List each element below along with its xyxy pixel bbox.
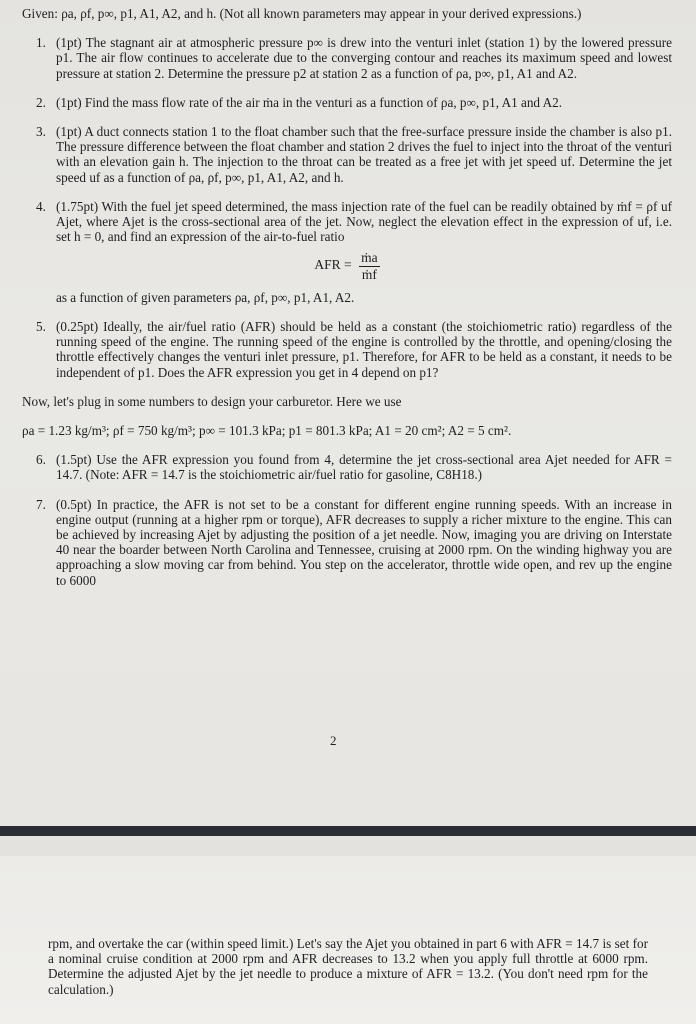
question-text: (0.5pt) In practice, the AFR is not set to be a constant for different engine running speeds. With an increase in engine output (running at a higher rpm or torque), AFR decreases to supply a richer mixture to the engine. This can be achieved by increasing Ajet by adjusting the position of a jet needle. Now, imaging you are driving on Interstate 40 near the boarder between North Carolina and Tennessee, cruising at 2000 rpm. On the winding highway you are approaching a slow moving car from behind. You step on the accelerator, throttle wide open, and rev up the engine to 6000: [56, 496, 672, 588]
continuation-text: rpm, and overtake the car (within speed limit.) Let's say the Ajet you obtained in part 6 with AFR = 14.7 is set for a nominal cruise condition at 2000 rpm and AFR decreases to 13.2 when you apply full throttle at 6000 rpm. Determine the adjusted Ajet by the jet needle to produce a mixture of AFR = 13.2. (You don't need rpm for the calculation.): [48, 936, 648, 997]
afr-numerator: ṁa: [361, 250, 378, 266]
question-4: [22, 199, 672, 245]
question-6: [22, 452, 672, 482]
afr-denominator: ṁf: [361, 266, 377, 282]
afr-fraction: [359, 250, 380, 281]
question-text: (1pt) The stagnant air at atmospheric pressure p∞ is drew into the venturi inlet (station 1) by the lowered pressure p1. The air flow continues to accelerate due to the converging contour and reaches its maximum speed and lowest pressure at station 2. Determine the pressure p2 at station 2 as a function of ρa, p∞, p1, A1 and A2.: [56, 35, 672, 81]
given-line: Given: ρa, ρf, p∞, p1, A1, A2, and h. (Not all known parameters may appear in your derived expressions.): [22, 6, 582, 21]
question-number: 7.: [36, 496, 46, 512]
page-gap: [0, 836, 696, 856]
question-1: [22, 35, 672, 81]
question-number: 1.: [36, 35, 46, 51]
question-3: [22, 124, 672, 185]
main-content: [22, 6, 672, 602]
given-values: ρa = 1.23 kg/m³; ρf = 750 kg/m³; p∞ = 101.3 kPa; p1 = 801.3 kPa; A1 = 20 cm²; A2 = 5 cm².: [22, 423, 512, 439]
question-2: [22, 95, 672, 110]
question-text: (1.75pt) With the fuel jet speed determined, the mass injection rate of the fuel can be readily obtained by ṁf = ρf uf Ajet, where Ajet is the cross-sectional area of the jet. Now, neglect the elevation effect in the expression of uf, i.e. set h = 0, and find an expression of the air-to-fuel ratio: [56, 198, 672, 245]
question-number: 5.: [36, 319, 46, 335]
question-text: (0.25pt) Ideally, the air/fuel ratio (AFR) should be held as a constant (the stoichiometric ratio) regardless of the running speed of the engine. The running speed of the engine is controlled by the throttle, and opening/closing the throttle effectively changes the venturi inlet pressure, p1. Therefore, for AFR to be held as a constant, it needs to be independent of p1. Does the AFR expression you get in 4 depend on p1?: [56, 319, 672, 380]
question-7: [22, 497, 672, 588]
afr-equation-lhs: AFR =: [314, 257, 352, 273]
question-text: (1.5pt) Use the AFR expression you found from 4, determine the jet cross-sectional area Ajet needed for AFR = 14.7. (Note: AFR = 14.7 is the stoichiometric air/fuel ratio for gasoline, C8H18.): [56, 452, 672, 483]
question-text: (1pt) Find the mass flow rate of the air ṁa in the venturi as a function of ρa, p∞, p1, A1 and A2.: [56, 94, 563, 110]
question-5: [22, 319, 672, 380]
question-text: (1pt) A duct connects station 1 to the float chamber such that the free-surface pressure inside the chamber is also p1. The pressure difference between the float chamber and station 2 drives the fuel to inject into the throat of the venturi with an elevation gain h. The injection to the throat can be treated as a free jet with jet speed uf. Determine the jet speed uf as a function of ρa, ρf, p∞, p1, A1, A2, and h.: [56, 124, 672, 185]
numbers-intro: Now, let's plug in some numbers to design your carburetor. Here we use: [22, 393, 402, 409]
question-number: 4.: [36, 198, 46, 214]
question-number: 6.: [36, 452, 46, 468]
page-divider: [0, 826, 696, 836]
question-4-after: as a function of given parameters ρa, ρf, p∞, p1, A1, A2.: [56, 289, 355, 305]
question-number: 2.: [36, 94, 46, 110]
question-number: 3.: [36, 124, 46, 140]
page-number: 2: [330, 733, 337, 748]
afr-equation: [22, 250, 672, 281]
